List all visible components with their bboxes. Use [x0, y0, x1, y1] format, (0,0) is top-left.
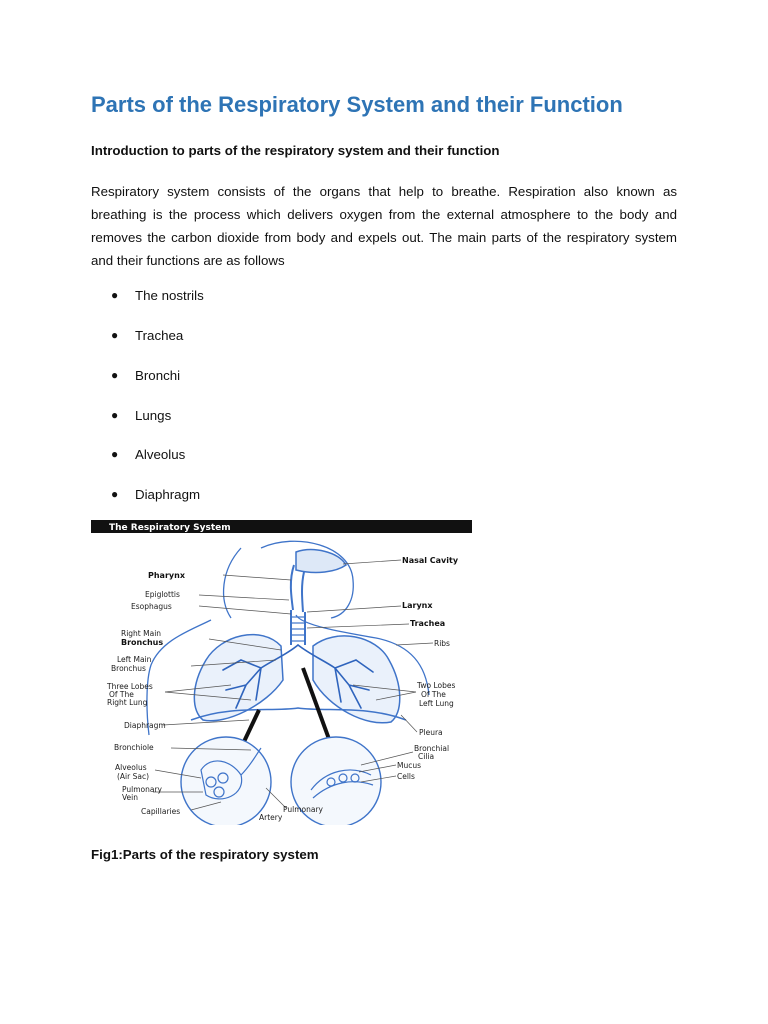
- label-ribs: Ribs: [434, 639, 450, 648]
- list-item: [111, 288, 204, 303]
- intro-paragraph: Respiratory system consists of the organs that help to breathe. Respiration also known as breathing is the process which delivers oxygen from the external atmosphere to the body and removes the carbon dioxide from body and expels out. The main parts of the respiratory system and their functions are as follows: [91, 184, 677, 268]
- label-left-lung: Left Lung: [419, 699, 454, 708]
- label-pulmonary-vein: Pulmonary: [122, 785, 162, 794]
- list-item: [111, 408, 172, 423]
- label-of-the-left: Of The: [421, 690, 446, 699]
- label-left-bronchus: Bronchus: [111, 664, 146, 673]
- label-two-lobes: Two Lobes: [417, 681, 456, 690]
- list-item: [111, 328, 184, 343]
- list-item: [111, 487, 201, 502]
- label-larynx: Larynx: [402, 601, 433, 610]
- list-item-label: Lungs: [135, 408, 172, 423]
- list-item: [111, 447, 186, 462]
- label-esophagus: Esophagus: [131, 602, 172, 611]
- label-mucus: Mucus: [397, 761, 422, 770]
- label-bronchial: Bronchial: [414, 744, 450, 753]
- list-item-label: The nostrils: [135, 288, 204, 303]
- list-item-label: Diaphragm: [135, 487, 201, 502]
- page-title: Parts of the Respiratory System and their Function: [91, 92, 623, 117]
- label-artery: Artery: [259, 813, 283, 822]
- list-item: [111, 368, 181, 383]
- bullet-icon: ●: [111, 368, 119, 382]
- alveolus-zoom-circle: [181, 737, 271, 825]
- label-pleura: Pleura: [419, 728, 443, 737]
- respiratory-figure: [91, 520, 472, 825]
- figure-caption: Fig1:Parts of the respiratory system: [91, 847, 319, 862]
- label-left-main: Left Main: [117, 655, 152, 664]
- label-capillaries: Capillaries: [141, 807, 181, 816]
- bullet-icon: ●: [111, 447, 119, 461]
- label-cells: Cells: [397, 772, 415, 781]
- label-alveolus: Alveolus: [115, 763, 147, 772]
- label-cilia: Cilia: [418, 752, 435, 761]
- list-item-label: Trachea: [135, 328, 184, 343]
- label-trachea: Trachea: [410, 619, 446, 628]
- label-pharynx: Pharynx: [148, 571, 185, 580]
- label-right-bronchus: Bronchus: [121, 638, 164, 647]
- label-air-sac: (Air Sac): [117, 772, 150, 781]
- label-right-lung: Right Lung: [107, 698, 148, 707]
- airway-shape: [291, 565, 305, 645]
- label-pulmonary-artery: Pulmonary: [283, 805, 323, 814]
- bullet-icon: ●: [111, 487, 119, 501]
- label-right-main: Right Main: [121, 629, 162, 638]
- bullet-icon: ●: [111, 328, 119, 342]
- label-three-lobes: Three Lobes: [107, 682, 153, 691]
- list-item-label: Alveolus: [135, 447, 186, 462]
- respiratory-diagram: [91, 520, 472, 825]
- list-item-label: Bronchi: [135, 368, 181, 383]
- section-heading: Introduction to parts of the respiratory system and their function: [91, 143, 500, 158]
- label-epiglottis: Epiglottis: [145, 590, 180, 599]
- figure-header: The Respiratory System: [109, 523, 231, 533]
- right-lung: [194, 635, 283, 721]
- label-bronchiole: Bronchiole: [114, 743, 154, 752]
- label-diaphragm: Diaphragm: [124, 721, 166, 730]
- bullet-icon: ●: [111, 408, 119, 422]
- label-nasal-cavity: Nasal Cavity: [402, 556, 459, 565]
- label-of-the-right: Of The: [109, 690, 134, 699]
- nasal-cavity-shape: [296, 550, 346, 573]
- label-vein: Vein: [122, 793, 138, 802]
- bullet-icon: ●: [111, 288, 119, 302]
